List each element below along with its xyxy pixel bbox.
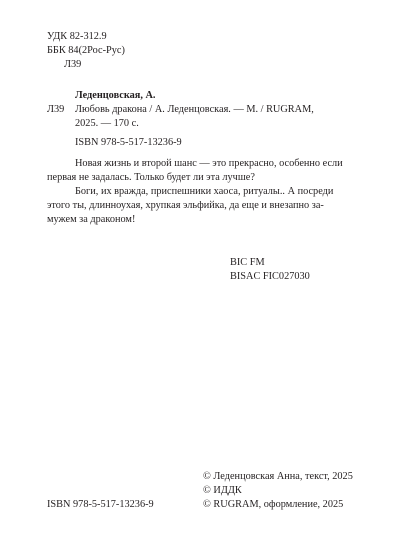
cutter-mark: Л39 <box>47 104 65 115</box>
annotation <box>47 157 366 227</box>
bic-code: BIC FM <box>230 257 265 268</box>
copyright-line: © RUGRAM, оформление, 2025 <box>203 499 344 510</box>
cutter-code: Л39 <box>64 59 82 70</box>
author-heading: Леденцовская, А. <box>75 90 156 101</box>
biblio-line-1: Любовь дракона / А. Леденцовская. — М. / RUGRAM, <box>75 104 314 115</box>
annotation-line: Боги, их вражда, приспешники хаоса, ритуалы.. А посреди <box>75 186 334 197</box>
udk-code: УДК 82-312.9 <box>47 31 107 42</box>
annotation-line: этого ты, длинноухая, хрупкая эльфийка, да еще и внезапно за- <box>47 200 324 211</box>
subject-codes <box>230 256 310 284</box>
annotation-paragraph-2 <box>47 185 366 227</box>
annotation-line: Новая жизнь и второй шанс — это прекрасно, особенно если <box>75 158 343 169</box>
annotation-line: первая не задалась. Только будет ли эта лучше? <box>47 172 255 183</box>
copyright-line: © ИДДК <box>203 485 242 496</box>
bbk-code: ББК 84(2Рос-Рус) <box>47 45 125 56</box>
isbn-top: ISBN 978-5-517-13236-9 <box>75 137 182 148</box>
annotation-line: мужем за драконом! <box>47 214 136 225</box>
copyright-block <box>203 470 353 512</box>
copyright-line: © Леденцовская Анна, текст, 2025 <box>203 471 353 482</box>
bibliographic-description <box>75 103 314 131</box>
isbn-bottom: ISBN 978-5-517-13236-9 <box>47 499 154 510</box>
biblio-line-2: 2025. — 170 с. <box>75 118 139 129</box>
annotation-paragraph-1 <box>47 157 366 185</box>
classification-block <box>47 30 125 72</box>
bisac-code: BISAC FIC027030 <box>230 271 310 282</box>
